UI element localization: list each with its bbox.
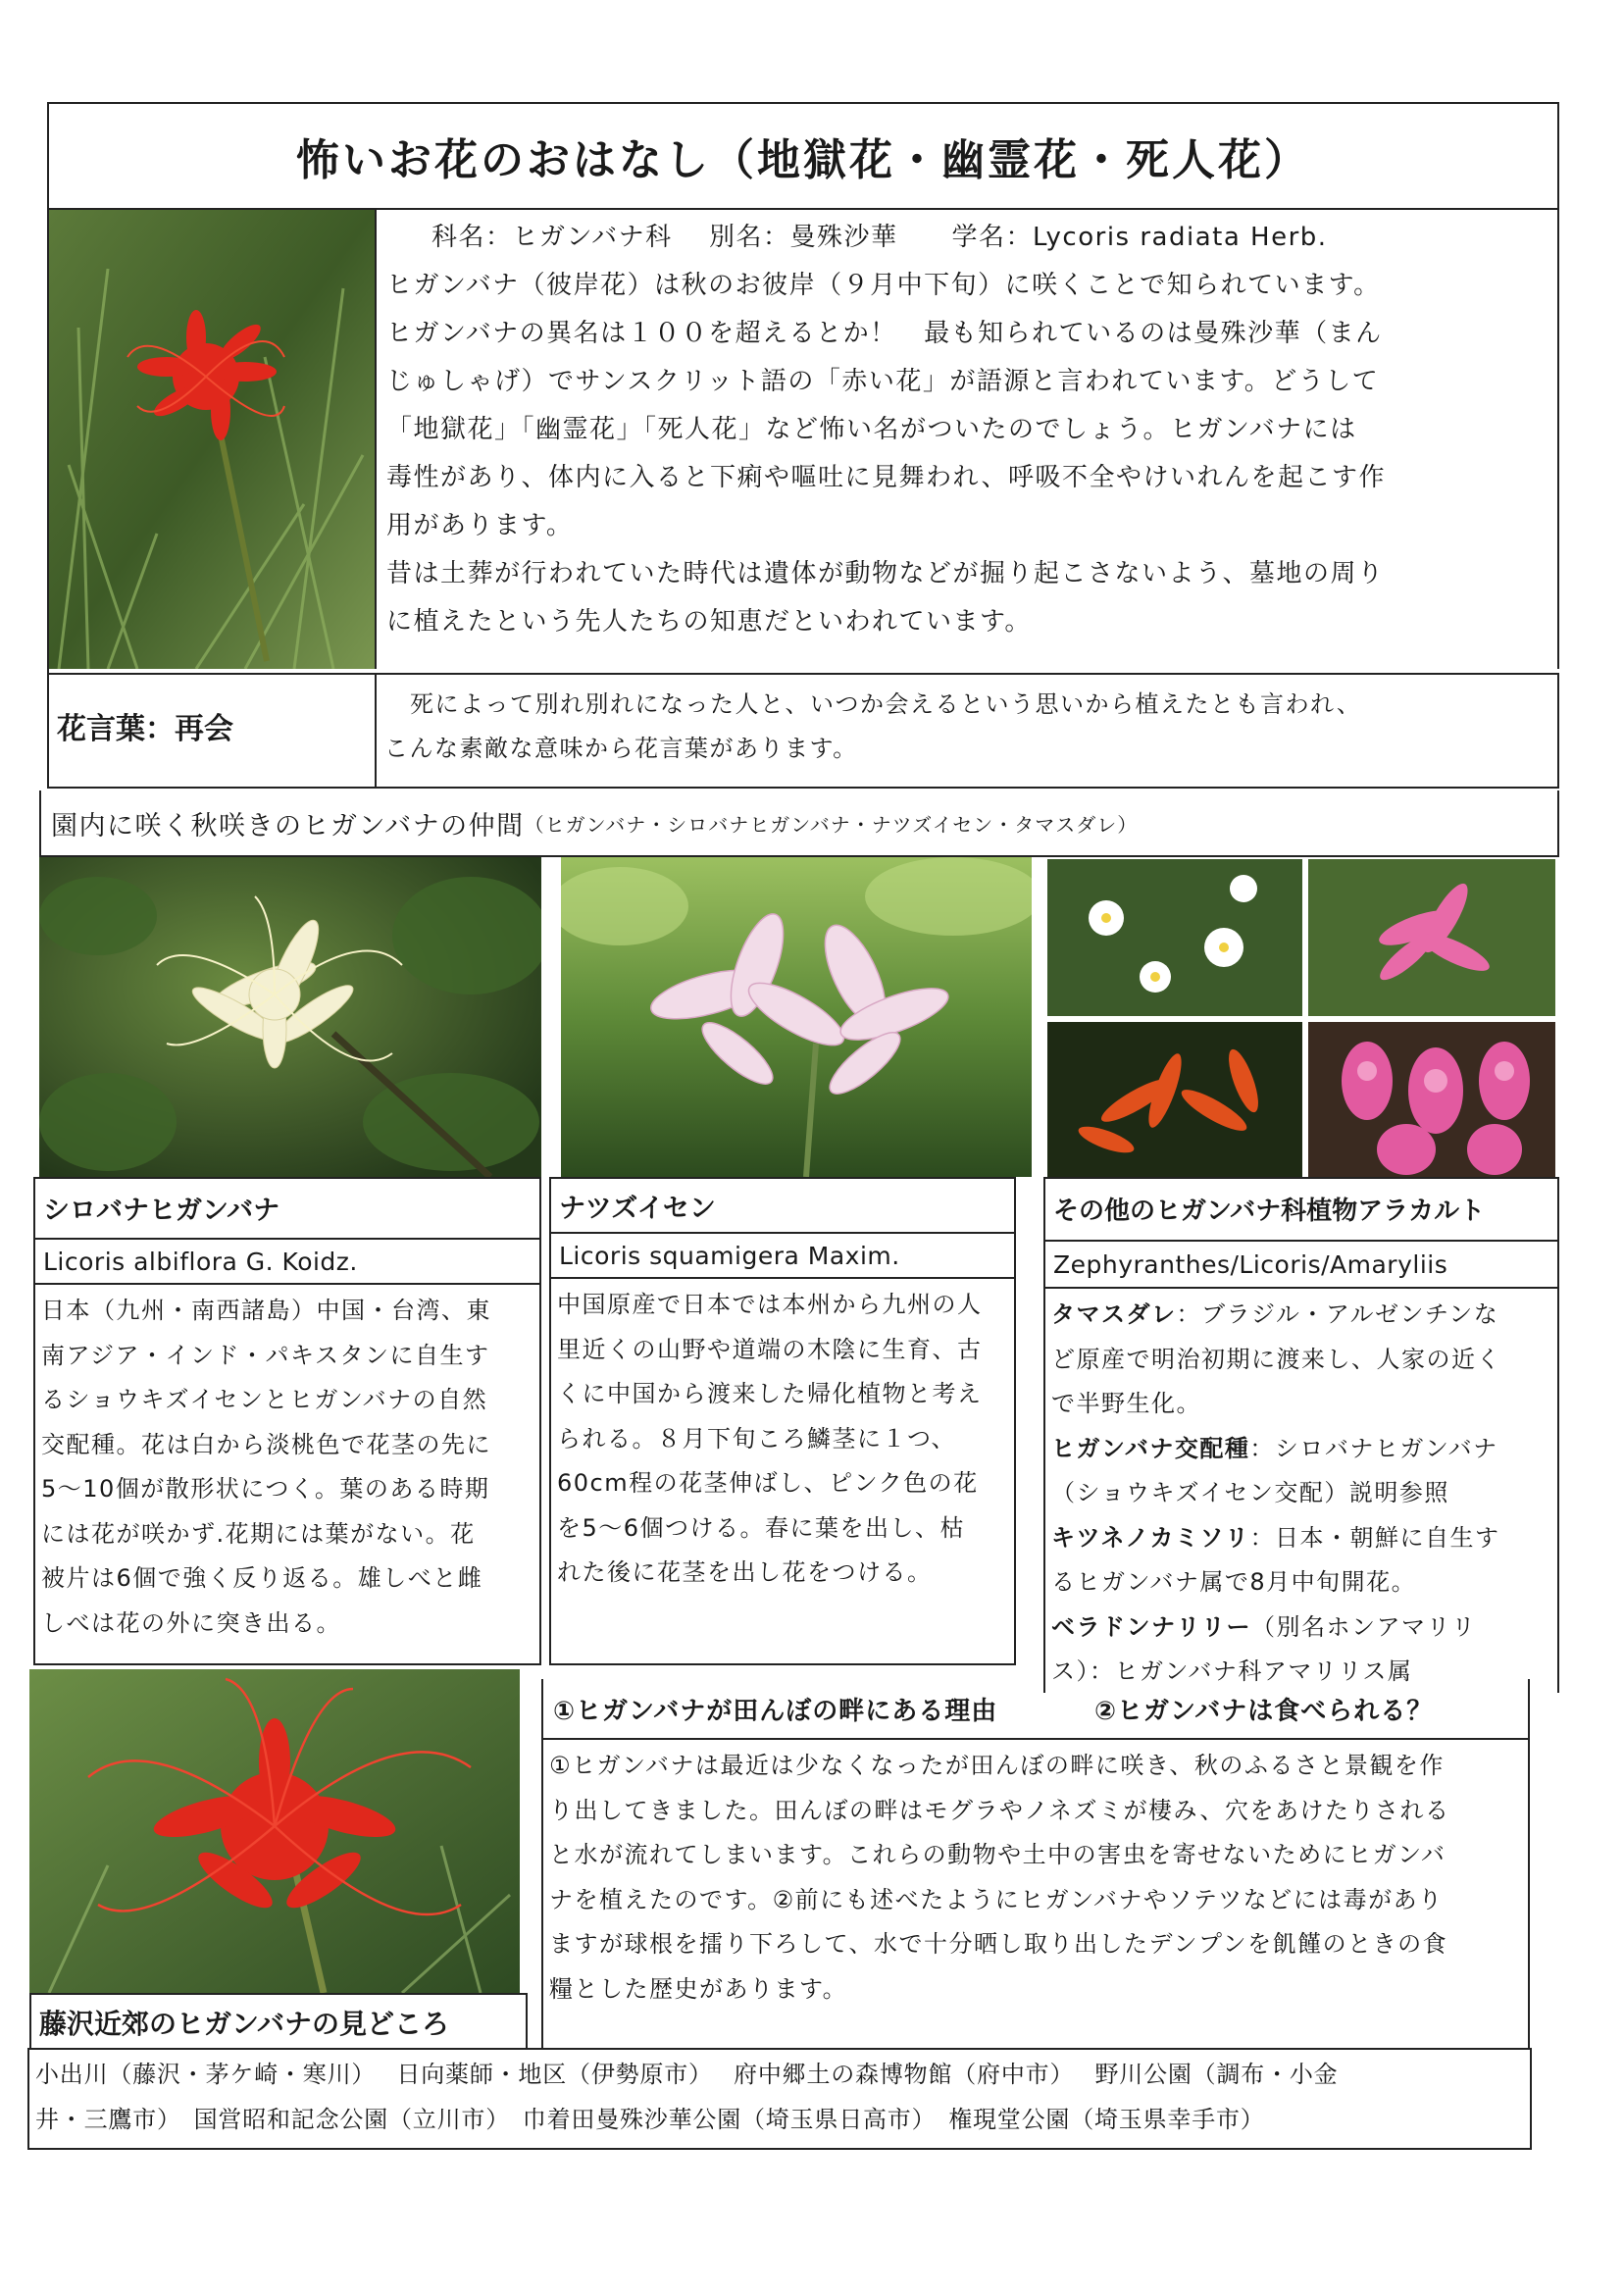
col2-title: ナツズイセン [559,1193,716,1224]
tamasudare-photo [1047,859,1302,1016]
intro-line: に植えたという先人たちの知恵だといわれています。 [386,607,1032,637]
col1-body: 日本（九州・南西諸島）中国・台湾、東 南アジア・インド・パキスタンに自生す るショウキズイセンとヒガンバナの自然 交配種。花は白から淡桃色で花茎の先に 5～10個が散形状につく。葉のある時期 には花が咲かず.花期には葉がない。花 被片は6個で強く反り返る。雄しべと雌 しべは花の外に突き出る。 [33,1285,541,1665]
col3-title: その他のヒガンバナ科植物アラカルト [1053,1196,1486,1226]
col2-latin-box [549,1232,1016,1279]
page-title: 怖いお花のおはなし（地獄花・幽霊花・死人花） [47,102,1559,210]
red-spider-lily-photo [49,210,375,669]
col2-title-box [549,1177,1016,1232]
intro-line: 昔は土葬が行われていた時代は遺体が動物などが掘り起こさないよう、墓地の周り [386,559,1385,588]
col3-title-box [1043,1177,1559,1240]
spots-title: 藤沢近郊のヒガンバナの見どころ [39,2008,450,2040]
col3-item-kitsunenokamisori: キツネノカミソリ：日本・朝鮮に自生す [1051,1523,1500,1552]
intro-line: 「地獄花」「幽霊花」「死人花」など怖い名がついたのでしょう。ヒガンバナには [386,415,1357,444]
col1-latin-box [33,1238,541,1285]
garden-heading-main: 園内に咲く秋咲きのヒガンバナの仲間 [51,810,525,841]
intro-section [375,210,1559,669]
orange-lily-photo [1047,1022,1302,1177]
intro-line: 用があります。 [386,511,574,540]
col1-latin: Licoris albiflora G. Koidz. [43,1247,358,1276]
col3-item-belladonna: ベラドンナリリー（別名ホンアマリリ [1051,1612,1477,1641]
col1-title: シロバナヒガンバナ [43,1195,280,1226]
hanakotoba-text: 死によって別れ別れになった人と、いつか会えるという思いから植えたとも言われ、 こんな素敵な意味から花言葉があります。 [384,690,1362,762]
intro-line: ヒガンバナの異名は１００を超えるとか！ 最も知られているのは曼殊沙華（まん [386,319,1383,348]
belladonna-lily-photo [1308,1022,1555,1177]
spots-line: 井・三鷹市） 国営昭和記念公園（立川市） 巾着田曼殊沙華公園（埼玉県日高市） 権現堂公園（埼玉県幸手市） [35,2106,1265,2133]
pink-lily-photo [1308,859,1555,1016]
col1-title-box [33,1177,541,1238]
spots-line: 小出川（藤沢・茅ケ崎・寒川） 日向薬師・地区（伊勢原市） 府中郷土の森博物館（府中市） 野川公園（調布・小金 [35,2061,1339,2088]
col3-body: タマスダレ：ブラジル・アルゼンチンな ど原産で明治初期に渡来し、人家の近く で半野生化。 ヒガンバナ交配種：シロバナヒガンバナ （ショウキズイセン交配）説明参照 キツネノカミソリ：日本・朝鮮に自生す るヒガンバナ属で8月中旬開花。 ベラドンナリリー（別名ホンアマリリ ス）：ヒガンバナ科アマリリス属 [1043,1289,1559,1693]
col3-latin-box [1043,1240,1559,1289]
intro-line: ヒガンバナ（彼岸花）は秋のお彼岸（９月中下旬）に咲くことで知られています。 [386,271,1381,300]
hanakotoba-divider [375,673,377,789]
hanakotoba-label: 花言葉：再会 [57,712,233,746]
natsuzuisen-photo [561,857,1032,1177]
reasons-body: ①ヒガンバナは最近は少なくなったが田んぼの畔に咲き、秋のふるさと景観を作 り出してきました。田んぼの畔はモグラやノネズミが棲み、穴をあけたりされる と水が流れてしまいます。これらの動物や土中の害虫を寄せないためにヒガンバ ナを植えたのです。②前にも述べたようにヒガンバナやソテツなどには毒があり ますが球根を擂り下ろして、水で十分晒し取り出したデンプンを飢饉のときの食 糧とした歴史があります。 [541,1740,1530,2048]
plant-classification: 科名：ヒガンバナ科 別名：曼殊沙華 学名：Lycoris radiata Herb. [431,223,1328,252]
spider-lily-closeup-photo [29,1669,520,1993]
spots-title-box [29,1993,528,2050]
reasons-header [541,1679,1530,1740]
col3-item-hybrid: ヒガンバナ交配種：シロバナヒガンバナ [1051,1434,1498,1462]
col3-latin: Zephyranthes/Licoris/Amaryliis [1053,1249,1448,1279]
intro-line: 毒性があり、体内に入ると下痢や嘔吐に見舞われ、呼吸不全やけいれんを起こす作 [386,463,1387,492]
garden-heading-sub: （ヒガンバナ・シロバナヒガンバナ・ナツズイセン・タマスダレ） [524,812,1139,837]
reasons-q1: ①ヒガンバナが田んぼの畔にある理由 [553,1696,998,1726]
col3-item-tamasudare: タマスダレ：ブラジル・アルゼンチンな [1051,1300,1499,1328]
intro-line: じゅしゃげ）でサンスクリット語の「赤い花」が語源と言われています。どうして [386,367,1380,396]
white-spider-lily-photo [39,857,541,1177]
reasons-q2: ②ヒガンバナは食べられる？ [1094,1696,1434,1726]
garden-heading [39,790,1559,857]
col2-body: 中国原産で日本では本州から九州の人 里近くの山野や道端の木陰に生育、古 くに中国から渡来した帰化植物と考え られる。８月下旬ころ鱗茎に１つ、 60cm程の花茎伸ばし、ピンク色の花 を5～6個つける。春に葉を出し、枯 れた後に花茎を出し花をつける。 [549,1279,1016,1665]
spots-list [27,2048,1532,2150]
col2-latin: Licoris squamigera Maxim. [559,1241,900,1270]
